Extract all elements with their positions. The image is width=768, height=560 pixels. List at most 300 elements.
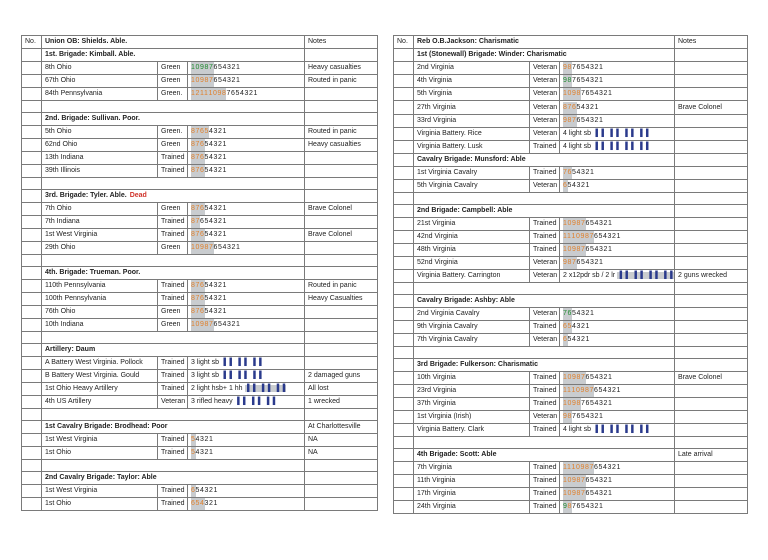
cell-no — [394, 127, 414, 140]
cell-no — [22, 471, 42, 484]
strength-step: 10 — [563, 398, 572, 410]
unit-name: Virginia Battery. Rice — [414, 127, 530, 140]
strength-step: 8 — [585, 231, 590, 243]
strength-step: 1 — [222, 128, 227, 136]
unit-quality: Green. — [158, 88, 188, 101]
unit-name: 1st Ohio — [42, 497, 158, 510]
strength-step: 6 — [200, 293, 205, 305]
unit-notes: 1 wrecked — [305, 396, 378, 409]
cell-notes — [305, 471, 378, 484]
cell-no — [394, 410, 414, 423]
unit-quality: Veteran — [530, 410, 560, 423]
strength-step: 6 — [563, 321, 568, 333]
strength-step: 2 — [603, 476, 608, 484]
strength-step: 5 — [581, 259, 586, 267]
unit-name: 9th Virginia Cavalry — [414, 320, 530, 333]
strength-step: 6 — [563, 334, 568, 346]
cell-no — [394, 397, 414, 410]
strength-step: 7 — [196, 152, 201, 164]
column-header-notes: Notes — [305, 36, 378, 49]
strength-step: 8 — [577, 244, 582, 256]
unit-name: 7th Indiana — [42, 216, 158, 229]
spacer-cell — [42, 332, 305, 344]
strength-step: 3 — [213, 154, 218, 162]
strength-steps — [560, 410, 675, 423]
strength-step: 4 — [581, 103, 586, 111]
brigade-header-row — [394, 49, 748, 62]
strength-step: 8 — [568, 75, 573, 87]
strength-step: 7 — [581, 475, 586, 487]
strength-step: 4 — [602, 463, 608, 471]
strength-step: 6 — [585, 399, 590, 407]
strength-step: 9 — [563, 411, 568, 423]
strength-step: 2 — [594, 259, 599, 267]
strength-step: 4 — [585, 412, 590, 420]
cell-no — [22, 178, 42, 190]
strength-step: 5 — [204, 218, 209, 226]
strength-step: 3 — [590, 412, 595, 420]
unit-quality: Trained — [530, 140, 560, 153]
strength-steps — [560, 101, 675, 114]
strength-step: 4 — [576, 309, 581, 317]
unit-name: 17th Virginia — [414, 487, 530, 500]
strength-step: 6 — [585, 476, 590, 484]
gun-description: 3 rifled heavy — [191, 398, 233, 406]
strength-step: 10 — [191, 319, 200, 331]
gun-cell — [188, 370, 305, 383]
cell-no — [22, 433, 42, 446]
cell-no — [22, 229, 42, 242]
cell-no — [22, 255, 42, 267]
unit-row — [394, 75, 748, 88]
strength-step: 9 — [572, 372, 577, 384]
strength-step: 8 — [585, 462, 590, 474]
strength-step: 2 — [581, 182, 586, 190]
cell-no — [22, 343, 42, 356]
strength-step: 2 — [611, 463, 617, 471]
strength-step: 2 — [218, 205, 223, 213]
battery-row — [22, 370, 378, 383]
cell-notes — [305, 409, 378, 421]
strength-step: 1 — [213, 499, 218, 507]
unit-quality: Veteran — [158, 396, 188, 409]
unit-notes: All lost — [305, 383, 378, 396]
strength-step: 6 — [200, 306, 205, 318]
unit-row — [394, 88, 748, 101]
unit-quality: Trained — [530, 461, 560, 474]
strength-steps — [188, 484, 305, 497]
cannon-icons: ▐▐ ▐▐ ▐▐ — [220, 372, 263, 380]
cell-no — [22, 62, 42, 75]
strength-step: 4 — [209, 154, 214, 162]
unit-notes — [675, 62, 748, 75]
cell-no — [394, 140, 414, 153]
unit-quality: Green — [158, 319, 188, 332]
strength-step: 8 — [568, 411, 573, 423]
strength-step: 9 — [572, 398, 577, 410]
strength-step: 5 — [568, 321, 573, 333]
column-header-notes: Notes — [675, 36, 748, 49]
strength-step: 3 — [213, 231, 218, 239]
strength-step: 5 — [572, 168, 577, 176]
brigade-header-row — [394, 294, 748, 307]
brigade-name: 1st. Brigade: Kimball. Able. — [45, 51, 136, 59]
unit-row — [22, 88, 378, 101]
strength-step: 2 — [204, 435, 209, 443]
strength-steps — [188, 88, 305, 101]
spacer-row — [394, 437, 748, 449]
unit-name: 11th Virginia — [414, 474, 530, 487]
strength-step: 10 — [563, 475, 572, 487]
unit-notes — [675, 424, 748, 437]
spacer-cell — [414, 193, 675, 205]
gun-cell — [188, 383, 305, 396]
strength-step: 3 — [599, 219, 604, 227]
unit-name: 76th Ohio — [42, 306, 158, 319]
cell-notes — [675, 49, 748, 62]
unit-row — [394, 474, 748, 487]
strength-step: 3 — [213, 205, 218, 213]
strength-step: 8 — [191, 293, 196, 305]
unit-row — [394, 333, 748, 346]
cell-no — [394, 487, 414, 500]
unit-quality: Trained — [530, 487, 560, 500]
spacer-cell — [42, 101, 305, 113]
strength-step: 1 — [222, 141, 227, 149]
strength-steps — [560, 88, 675, 101]
brigade-header — [42, 266, 305, 279]
strength-steps — [188, 216, 305, 229]
cell-no — [394, 371, 414, 384]
unit-quality: Trained — [158, 280, 188, 293]
strength-step: 7 — [209, 319, 214, 331]
cannon-icons: ▐▐ ▐▐ ▐▐ — [220, 359, 263, 367]
gun-description: 2 x12pdr sb / 2 lr — [563, 272, 616, 280]
unit-notes — [675, 397, 748, 410]
cell-notes — [675, 437, 748, 449]
strength-steps — [188, 293, 305, 306]
strength-step: 7 — [581, 244, 586, 256]
unit-row — [22, 152, 378, 165]
strength-step: 8 — [577, 488, 582, 500]
cannon-icons: ▐▐ ▐▐ ▐▐ ▐▐ — [592, 142, 650, 150]
strength-step: 4 — [572, 182, 577, 190]
strength-step: 5 — [581, 503, 586, 511]
strength-steps — [188, 165, 305, 178]
strength-step: 3 — [607, 463, 612, 471]
unit-quality: Trained — [530, 424, 560, 437]
strength-step: 7 — [209, 62, 214, 74]
unit-notes: Brave Colonel — [675, 101, 748, 114]
strength-step: 2 — [603, 373, 608, 381]
strength-step: 5 — [196, 498, 201, 510]
strength-step: 1 — [222, 218, 227, 226]
unit-row — [394, 307, 748, 320]
unit-row — [394, 384, 748, 397]
strength-step: 6 — [593, 463, 599, 471]
strength-step: 7 — [589, 462, 594, 474]
strength-step: 10 — [571, 462, 580, 474]
strength-step: 3 — [599, 90, 604, 98]
strength-step: 2 — [218, 282, 223, 290]
cell-no — [22, 139, 42, 152]
unit-notes — [675, 257, 748, 270]
strength-step: 5 — [576, 103, 581, 111]
strength-step: 1 — [222, 231, 227, 239]
brigade-header — [414, 153, 675, 166]
strength-steps — [188, 280, 305, 293]
strength-steps — [560, 307, 675, 320]
unit-quality: Veteran — [530, 114, 560, 127]
unit-name: 1st West Virginia — [42, 484, 158, 497]
strength-step: 1 — [236, 77, 241, 85]
unit-quality: Veteran — [530, 257, 560, 270]
strength-step: 2 — [231, 321, 236, 329]
unit-notes: Routed in panic — [305, 75, 378, 88]
unit-row — [22, 62, 378, 75]
cell-notes — [305, 49, 378, 62]
strength-step: 4 — [594, 399, 599, 407]
strength-step: 4 — [585, 259, 590, 267]
strength-steps — [560, 474, 675, 487]
strength-step: 4 — [572, 336, 577, 344]
unit-notes — [675, 487, 748, 500]
unit-quality: Veteran — [530, 180, 560, 193]
cell-notes — [305, 189, 378, 202]
unit-name: 5th Virginia Cavalry — [414, 180, 530, 193]
cell-no — [22, 460, 42, 472]
unit-name: 52nd Virginia — [414, 257, 530, 270]
strength-step: 9 — [580, 462, 585, 474]
spacer-cell — [42, 255, 305, 267]
strength-step: 1 — [236, 321, 241, 329]
unit-name: 4th US Artillery — [42, 396, 158, 409]
cannon-icons: ▐▐ ▐▐ ▐▐ — [244, 385, 287, 393]
strength-steps — [560, 384, 675, 397]
strength-step: 2 — [231, 77, 236, 85]
strength-step: 1 — [590, 309, 595, 317]
cell-no — [22, 306, 42, 319]
brigade-header-row — [22, 112, 378, 125]
unit-quality: Trained — [530, 384, 560, 397]
cell-no — [394, 501, 414, 514]
strength-step: 3 — [599, 399, 604, 407]
cell-notes — [305, 332, 378, 344]
cell-no — [22, 447, 42, 460]
strength-step: 7 — [572, 77, 577, 85]
unit-name: 10th Virginia — [414, 371, 530, 384]
strength-step: 4 — [594, 476, 599, 484]
strength-step: 3 — [244, 90, 249, 98]
strength-step: 6 — [593, 232, 599, 240]
strength-step: 5 — [590, 245, 595, 253]
brigade-name: Artillery: Daum — [45, 345, 96, 353]
strength-step: 5 — [191, 447, 196, 459]
unit-quality: Green — [158, 242, 188, 255]
strength-step: 9 — [572, 244, 577, 256]
strength-step: 8 — [577, 398, 582, 410]
gun-description: 4 light sb — [563, 142, 592, 150]
strength-steps — [560, 230, 675, 243]
brigade-name: 4th. Brigade: Trueman. Poor. — [45, 268, 141, 276]
strength-step: 3 — [227, 77, 232, 85]
strength-step: 9 — [572, 218, 577, 230]
strength-step: 1 — [616, 386, 621, 394]
unit-name: 100th Pennsylvania — [42, 293, 158, 306]
spacer-row — [22, 255, 378, 267]
strength-step: 2 — [218, 154, 223, 162]
strength-step: 4 — [195, 435, 200, 443]
unit-row — [394, 487, 748, 500]
strength-step: 2 — [611, 232, 617, 240]
strength-step: 5 — [218, 321, 223, 329]
strength-step: 5 — [590, 373, 595, 381]
reb-order-of-battle-table — [393, 35, 748, 514]
brigade-header — [414, 294, 675, 307]
strength-step: 6 — [572, 102, 577, 114]
cell-notes — [675, 193, 748, 205]
strength-step: 8 — [568, 257, 573, 269]
unit-name: 7th Ohio — [42, 203, 158, 216]
unit-notes: Brave Colonel — [675, 371, 748, 384]
unit-row — [22, 280, 378, 293]
unit-name: 24th Virginia — [414, 501, 530, 514]
unit-name: 110th Pennsylvania — [42, 280, 158, 293]
cell-notes — [305, 460, 378, 472]
cell-no — [394, 461, 414, 474]
unit-quality: Trained — [530, 217, 560, 230]
cell-no — [394, 101, 414, 114]
strength-step: 3 — [204, 486, 209, 494]
unit-notes — [305, 88, 378, 101]
spacer-row — [22, 332, 378, 344]
cell-notes — [305, 101, 378, 113]
strength-step: 9 — [580, 231, 585, 243]
unit-quality: Trained — [158, 216, 188, 229]
spacer-cell — [42, 178, 305, 190]
strength-step: 5 — [235, 90, 240, 98]
strength-step: 8 — [191, 126, 196, 138]
cell-no — [394, 49, 414, 62]
strength-step: 10 — [563, 488, 572, 500]
strength-step: 2 — [603, 489, 608, 497]
strength-steps — [188, 447, 305, 460]
unit-name: 29th Ohio — [42, 242, 158, 255]
cell-no — [394, 384, 414, 397]
unit-name: 13th Indiana — [42, 152, 158, 165]
unit-notes: Heavy casualties — [305, 62, 378, 75]
strength-step: 6 — [213, 244, 218, 252]
unit-name: 7th Virginia Cavalry — [414, 333, 530, 346]
strength-step: 9 — [572, 488, 577, 500]
strength-step: 7 — [226, 90, 231, 98]
brigade-name: 4th Brigade: Scott: Able — [417, 450, 497, 458]
cell-notes — [675, 153, 748, 166]
unit-name: Virginia Battery. Lusk — [414, 140, 530, 153]
strength-step: 6 — [585, 90, 590, 98]
strength-step: 2 — [611, 386, 617, 394]
spacer-cell — [42, 460, 305, 472]
unit-row — [22, 126, 378, 139]
strength-step: 3 — [576, 322, 581, 330]
strength-step: 3 — [227, 64, 232, 72]
brigade-name: Cavalry Brigade: Munsford: Able — [417, 155, 526, 163]
unit-quality: Trained — [158, 229, 188, 242]
strength-step: 11 — [563, 462, 571, 474]
column-header-no: No. — [394, 36, 414, 49]
unit-row — [22, 306, 378, 319]
cell-no — [22, 383, 42, 396]
spacer-row — [394, 283, 748, 295]
strength-step: 10 — [571, 231, 580, 243]
cell-notes — [305, 343, 378, 356]
unit-notes — [305, 242, 378, 255]
strength-step: 1 — [599, 64, 604, 72]
cell-no — [394, 448, 414, 461]
strength-step: 5 — [204, 167, 209, 175]
brigade-header — [42, 471, 305, 484]
cell-notes — [305, 255, 378, 267]
strength-step: 2 — [603, 399, 608, 407]
unit-notes — [305, 216, 378, 229]
unit-row — [394, 101, 748, 114]
strength-step: 4 — [576, 168, 581, 176]
spacer-cell — [414, 437, 675, 449]
unit-notes — [675, 307, 748, 320]
brigade-name: 1st Cavalry Brigade: Brodhead: Poor — [45, 422, 168, 430]
strength-step: 1 — [222, 167, 227, 175]
cell-no — [22, 396, 42, 409]
unit-name: Virginia Battery. Carrington — [414, 270, 530, 283]
unit-quality: Trained — [158, 165, 188, 178]
strength-step: 9 — [563, 75, 568, 87]
strength-step: 2 — [231, 64, 236, 72]
unit-name: 62nd Ohio — [42, 139, 158, 152]
unit-row — [22, 497, 378, 510]
unit-row — [394, 320, 748, 333]
strength-step: 7 — [581, 218, 586, 230]
strength-step: 10 — [571, 385, 580, 397]
cell-no — [394, 204, 414, 217]
strength-step: 1 — [594, 103, 599, 111]
unit-notes — [675, 474, 748, 487]
unit-quality: Trained — [158, 497, 188, 510]
strength-step: 6 — [568, 167, 573, 179]
strength-step: 2 — [581, 336, 586, 344]
unit-row — [22, 293, 378, 306]
strength-step: 1 — [599, 77, 604, 85]
unit-notes — [675, 243, 748, 256]
union-order-of-battle-table — [21, 35, 378, 511]
strength-step: 2 — [585, 168, 590, 176]
strength-step: 9 — [217, 88, 222, 100]
strength-step: 5 — [204, 205, 209, 213]
strength-step: 8 — [191, 229, 196, 241]
strength-step: 4 — [594, 219, 599, 227]
unit-quality: Trained — [158, 433, 188, 446]
strength-step: 6 — [191, 498, 196, 510]
strength-step: 2 — [603, 90, 608, 98]
unit-name: A Battery West Virginia. Pollock — [42, 356, 158, 369]
brigade-header — [414, 204, 675, 217]
strength-step: 6 — [230, 90, 236, 98]
gun-cell — [188, 396, 305, 409]
unit-name: 1st Virginia (Irish) — [414, 410, 530, 423]
gun-cell — [560, 270, 675, 283]
strength-step: 2 — [594, 503, 599, 511]
unit-notes: NA — [305, 433, 378, 446]
strength-step: 5 — [218, 244, 223, 252]
